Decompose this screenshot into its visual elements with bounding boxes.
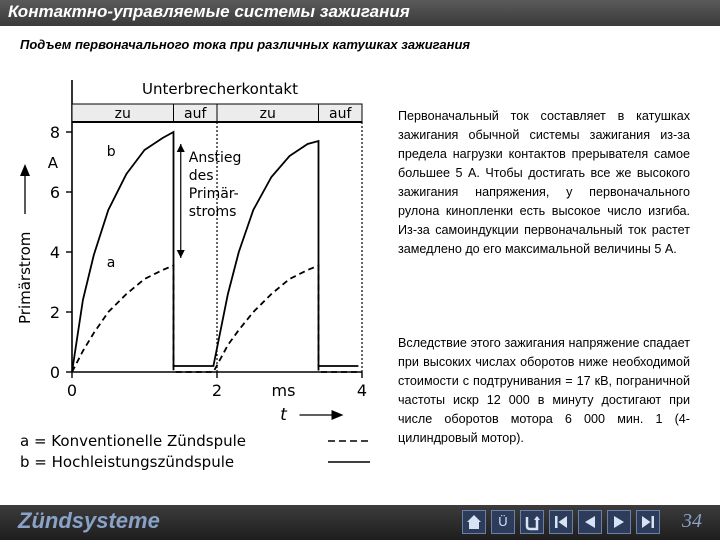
annotation-line: Anstieg (188, 150, 242, 166)
contact-state-zu: zu (114, 106, 131, 122)
x-tick-label: 0 (66, 381, 78, 400)
x-unit: ms (271, 381, 296, 400)
next-icon (608, 511, 630, 533)
annotation-arrowhead-down (177, 250, 185, 258)
x-label-arrowhead (332, 410, 344, 420)
y-tick-label: 4 (49, 243, 60, 262)
contact-state-auf: auf (184, 106, 207, 122)
contact-title: Unterbrecherkontakt (142, 80, 298, 98)
return-button[interactable] (520, 510, 544, 534)
navigation-controls (462, 510, 665, 534)
slide-subtitle: Подъем первоначального тока при различных катушках зажигания (20, 37, 471, 52)
y-tick-label: 2 (49, 303, 60, 322)
contact-state-zu: zu (259, 106, 276, 122)
legend-a: a = Konventionelle Zündspule (20, 432, 247, 450)
annotation-line: Primär- (188, 186, 239, 202)
y-unit: A (47, 154, 58, 172)
annotation-line: des (188, 168, 214, 184)
u-button[interactable] (491, 510, 515, 534)
return-icon (521, 511, 543, 533)
previous-icon (579, 511, 601, 533)
y-tick-label: 8 (49, 123, 60, 142)
primary-current-chart (10, 72, 380, 492)
slide-title: Контактно-управляемые системы зажигания (8, 2, 410, 21)
x-tick-label: 2 (211, 381, 223, 400)
curve-label-a: a (106, 255, 116, 271)
series-line-b (72, 132, 358, 372)
next-button[interactable] (607, 510, 631, 534)
paragraph-voltage-drop: Вследствие этого зажигания напряжение спадает при высоких числах оборотов ниже необходимой стоимости с подтрунивания = 17 кВ, пограничной частоты искр 12 000 в минуту достигают при числе оборотов мотора 6 000 мин. 1 (4-цилиндровый мотор). (398, 336, 690, 445)
annotation-line: stroms (188, 204, 237, 220)
first-page-icon (550, 511, 572, 533)
u-letter-icon: Ü (498, 514, 508, 529)
y-label-arrowhead (20, 164, 30, 176)
previous-button[interactable] (578, 510, 602, 534)
y-axis-label: Primärstrom (16, 231, 34, 324)
contact-state-auf: auf (329, 106, 352, 122)
curve-label-b: b (106, 144, 116, 160)
y-tick-label: 6 (49, 183, 60, 202)
last-page-button[interactable] (636, 510, 660, 534)
last-page-icon (637, 511, 659, 533)
annotation-arrowhead-up (177, 144, 185, 152)
title-bar (0, 0, 720, 26)
page-number: 34 (682, 510, 702, 532)
footer-label: Zündsysteme (18, 508, 160, 533)
paragraph-primary-current: Первоначальный ток составляет в катушках зажигания обычной системы зажигания из-за предела нагрузки контактов прерывателя самое большее 5 А. Чтобы достигать все же высокого зажигания напряжения, у первоначального рулона кинопленки есть высокое число изгиба. Из-за самоиндукции первоначальный ток растет замедлено до его максимальной величины 5 А. (398, 109, 690, 256)
y-tick-label: 0 (49, 363, 60, 382)
x-tick-label: 4 (356, 381, 368, 400)
footer-bar (0, 505, 720, 540)
home-icon (463, 511, 485, 533)
home-button[interactable] (462, 510, 486, 534)
legend-b: b = Hochleistungszündspule (20, 453, 235, 471)
x-axis-label: t (280, 405, 287, 425)
first-page-button[interactable] (549, 510, 573, 534)
